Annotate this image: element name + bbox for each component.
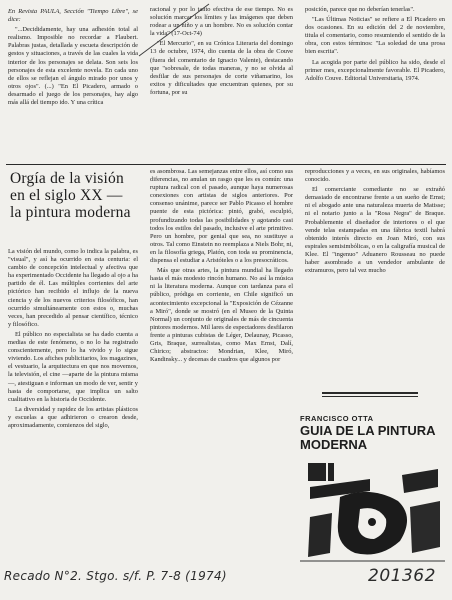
article-col2-p2: Más que otras artes, la pintura mundial ha llegado hasta el más modesto rincón humano. No así la música ni la literatura moderna. Aunque con tardanza para el público, pródiga en corriente, en Chile significó un acontecimiento excepcional la "Exposición de Cézanne a Miró", donde se mostró (en el Museo de la Quinta Normal) un conjunto de originales de más de cincuenta pintores modernos. Mil lares de espectadores desfilaron frente a pinturas cubistas de Léger, Delaunay, Picasso, Gris, Braque, surrealistas, como Max Ernst, Dalí, Chirico; abstractos: Mondrian, Klee, Miró, Kandinsky... y decenas de cuadros que algunos por <box>150 267 293 364</box>
top-col3-text-c: La acogida por parte del público ha sido, desde el primer mes, excepcionalmente favorable. El Picadero, Adolfo Couve. Editorial Universitaria, 1974. <box>305 58 445 82</box>
top-column-1 <box>8 8 138 109</box>
article-col3-p1: reproducciones y a veces, en sus originales, habíamos conocido. <box>305 168 445 184</box>
top-col2-text-a: racional y por lo tanto efectiva de ese tiempo. No es solución marcar los límites y las imágenes que deben rodear a un niño y a un hombre. No es solución contar la vida" (17-Oct-74) <box>150 6 293 38</box>
article-headline: Orgía de la visión en el siglo XX — la pintura moderna <box>10 170 131 221</box>
pen-stroke-mark <box>135 0 215 60</box>
top-col1-quote: "...Decididamente, hay una adhesión total al realismo. Imposible no recordar a Flaubert. Palabras justas, detallada y escueta descripción de gestos y situaciones, a través de las cuales la vida interior de los personajes se delata. Son seis los personajes de esta excelente novela. En cada uno de ellos se reflejan el ángulo mirado por unos y otros ojos". (...) "En El Picadero, armado o desarmado el juego de los personajes, hay algo más allá del tiempo ido. Y una crítica <box>8 26 138 107</box>
catalog-number: 201362 <box>368 566 436 586</box>
article-col3-p2: El comerciante comediante no se extrañó demasiado de encontrarse frente a un sueño de Ernst; ni el abogado ante una naturaleza muerta de Matisse; ni el notario junto a la "Rosa Negra" de Braque. Probablemente el diseñador de interiores o el que vende telas estampadas en una fábrica textil habrá obtenido interés directo en Joan Miró, con sus espirales semisimbólicas, o en la caligrafía musical de Klee. El "ingenuo" Aduanero Rousseau no puede haber asombrado a un vendedor ambulante de extramuros, pero tal vez mucho <box>305 186 445 275</box>
article-column-2 <box>150 168 293 366</box>
ornament-line-thin <box>322 396 418 397</box>
handwritten-source-note: Recado N°2. Stgo. s/f. P. 7-8 (1974) <box>4 569 227 583</box>
top-column-3 <box>305 6 445 85</box>
article-col1-p2: El público no especialista se ha dado cuenta a medias de este fenómeno, o no lo ha registrado conscientemente, pero lo ha vivido y lo sigue viviendo. Los afiches publicitarios, los magazines, el vestuario, la arquitectura en que nos movemos, la televisión, el cine —aparte de la pintura misma—, atestiguan e informan un modo de ver, sentir y hasta de comportarse, que implica un salto cualitativo en la historia de Occidente. <box>8 330 138 403</box>
ornament-line <box>322 392 418 394</box>
top-col1-intro: En Revista PAULA, Sección "Tiempo Libre", se dice: <box>8 8 138 24</box>
top-col3-text-b: "Las Últimas Noticias" se refiere a El Picadero en dos ocasiones. En su edición del 2 de noviembre, titula el comentario, como resumiendo el sentido de la obra, con estos términos: "La soledad de una prosa bien escrita". <box>305 16 445 56</box>
article-col1-p1: La visión del mundo, como lo indica la palabra, es "visual", y así ha ocurrido en esta centuria: el cambio de concepción intelectual y afectiva que ha experimentado Occidente ha llegado al ojo a ha partido de él. Las múltiples corrientes del arte pictórico han recibido el influjo de la nueva ciencia y de los nuevos criterios filosóficos, han ocurrido simultáneamente con estos o, muchas veces, han precedido al pensar científico, técnico y filosófico. <box>8 248 138 328</box>
article-col1-p3: La diversidad y rapidez de los artistas plásticos y escuelas a que adhirieron o crearon desde, aproximadamente, comienzos del siglo, <box>8 405 138 429</box>
article-column-1 <box>8 248 138 432</box>
top-col3-text-a: posición, parece que no deberían tenerlas". <box>305 6 415 13</box>
article-column-3 <box>305 168 445 277</box>
section-divider <box>6 164 446 165</box>
book-cover-illustration <box>300 457 445 562</box>
top-col2-text-b: "El Mercurio", en su Crónica Literaria del domingo 13 de octubre, 1974, dio cuenta de la obra de Couve (fuera del comentario de Ignacio Valente), destacando que "sobresale, de todas maneras, y no se olvida al desfilar de sus personajes de corte viñamarino, los exitos y dificultades que encuentran quienes, por su fortuna, por su <box>150 40 293 96</box>
book-author: FRANCISCO OTTA <box>300 414 374 423</box>
book-title: GUIA DE LA PINTURA MODERNA <box>300 423 436 452</box>
article-col2-p1: es asombrosa. Las semejanzas entre ellos, así como sus diferencias, no anulan un rasgo que les es común: una ruptura radical con el pasado, aunque haya numerosas conexiones con artistas de siglos anteriores. Por consenso unánime, parece ser Pablo Picasso el hombre puente de esta pictórica: pintó, grabó, esculpió, profundizando todas las posibilidades y agotando casi todos los estilos del pasado, inclusive el arte primitivo. Pero un hombre, por genial que sea, no sustituye a otros. Tal como Einstein no reemplaza a Niels Bohr, ni, en la filosofía griega, Platón, con toda su prominencia, dispensa el estudiar a Aristóteles o a los presocráticos. <box>150 168 293 265</box>
